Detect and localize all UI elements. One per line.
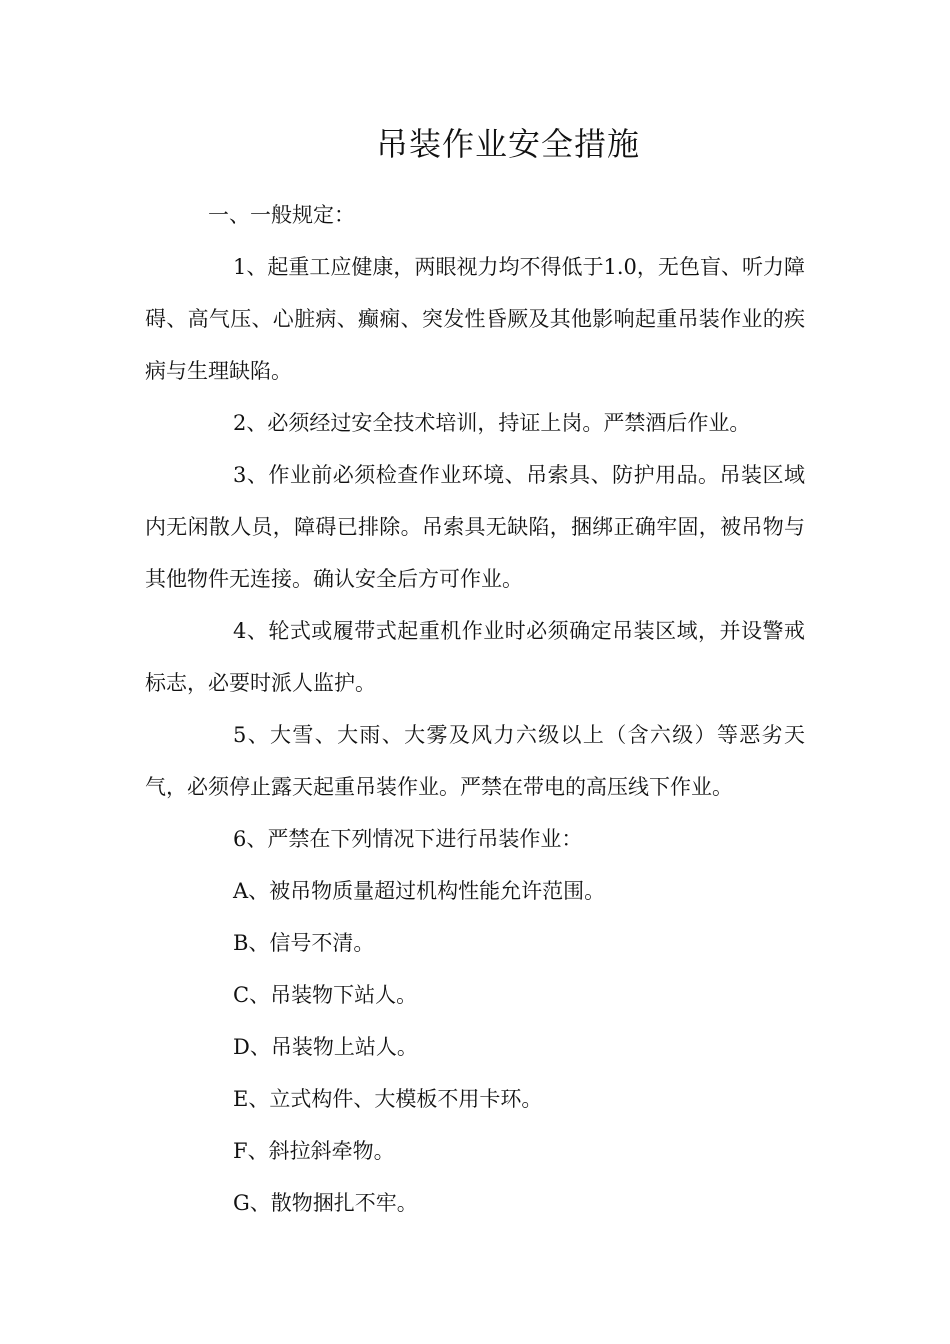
list-item-g: G、散物捆扎不牢。 bbox=[233, 1191, 418, 1215]
paragraph-1: 1、起重工应健康，两眼视力均不得低于1.0，无色盲、听力障碍、高气压、心脏病、癫痫、突发性昏厥及其他影响起重吊装作业的疾病与生理缺陷。 bbox=[145, 255, 805, 383]
paragraph-3: 3、作业前必须检查作业环境、吊索具、防护用品。吊装区域内无闲散人员，障碍已排除。吊索具无缺陷，捆绑正确牢固，被吊物与其他物件无连接。确认安全后方可作业。 bbox=[145, 463, 805, 591]
document-title: 吊装作业安全措施 bbox=[375, 125, 640, 163]
paragraph-4: 4、轮式或履带式起重机作业时必须确定吊装区域，并设警戒标志，必要时派人监护。 bbox=[145, 619, 805, 695]
paragraph-6: 6、严禁在下列情况下进行吊装作业： bbox=[233, 827, 583, 851]
section-heading: 一、一般规定： bbox=[208, 203, 355, 227]
list-item-e: E、立式构件、大模板不用卡环。 bbox=[233, 1087, 543, 1111]
document-body bbox=[145, 189, 805, 1229]
list-item-d: D、吊装物上站人。 bbox=[233, 1035, 418, 1059]
list-item-c: C、吊装物下站人。 bbox=[233, 983, 418, 1007]
list-item-f: F、斜拉斜牵物。 bbox=[233, 1139, 395, 1163]
list-item-a: A、被吊物质量超过机构性能允许范围。 bbox=[233, 879, 606, 903]
paragraph-2: 2、必须经过安全技术培训，持证上岗。严禁酒后作业。 bbox=[233, 411, 751, 435]
paragraph-5: 5、大雪、大雨、大雾及风力六级以上（含六级）等恶劣天气，必须停止露天起重吊装作业。严禁在带电的高压线下作业。 bbox=[145, 723, 805, 799]
list-item-b: B、信号不清。 bbox=[233, 931, 375, 955]
